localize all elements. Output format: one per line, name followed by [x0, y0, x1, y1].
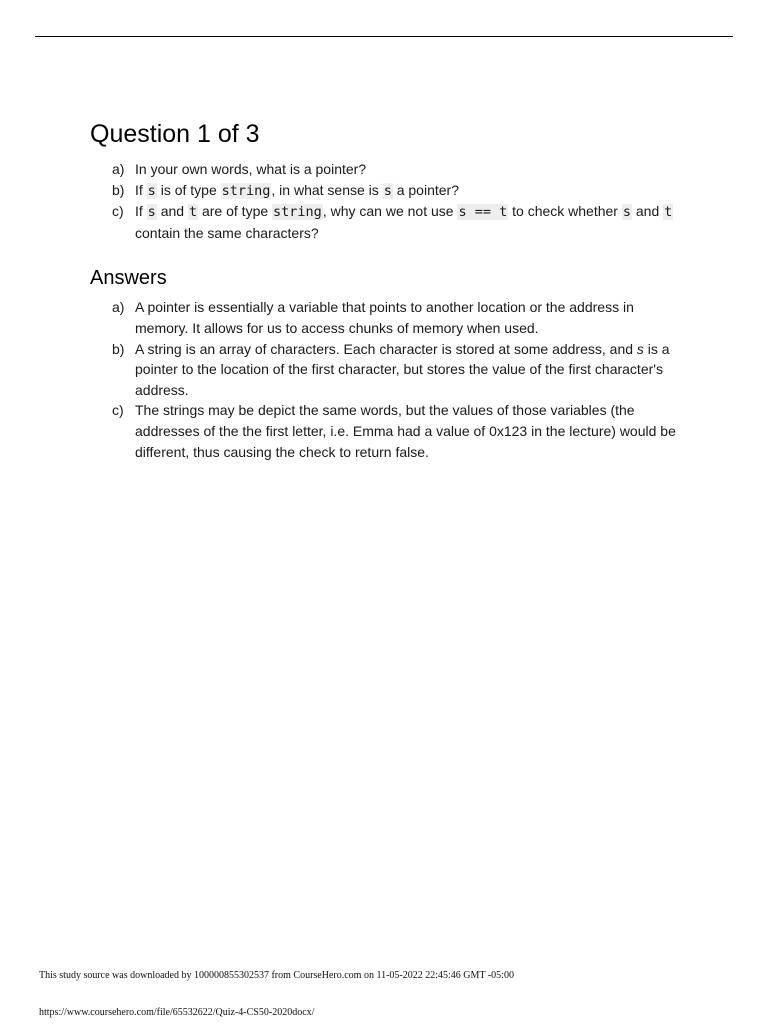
question-text: and [632, 203, 664, 220]
code-snippet: s [383, 182, 392, 199]
code-snippet: s == t [458, 204, 508, 221]
header-rule [35, 36, 733, 37]
italic-variable: s [636, 340, 644, 357]
code-snippet: s [147, 182, 156, 199]
answer-text: The strings may be depict the same words, but the values of those variables (the addresses of the the first letter, i.e. Emma had a value of 0x123 in the lecture) would be different, thus causing the check to return false. [135, 402, 676, 460]
question-item-b [90, 180, 680, 202]
list-marker: a) [112, 161, 125, 177]
question-text: In your own words, what is a pointer? [135, 161, 367, 177]
document-body [90, 118, 680, 462]
list-marker: c) [112, 402, 124, 419]
list-marker: a) [112, 299, 125, 316]
answer-item-a [90, 297, 680, 338]
question-item-c [90, 201, 680, 243]
question-list [90, 159, 680, 243]
question-text: , in what sense is [271, 181, 383, 198]
question-item-a [90, 159, 680, 180]
download-notice: This study source was downloaded by 100000855302537 from CourseHero.com on 11-05-2022 22:45:46 GMT -05:00 [39, 970, 514, 981]
question-text: a pointer? [392, 181, 459, 198]
answer-text: A pointer is essentially a variable that points to another location or the address in memory. It allows for us to access chunks of memory when used. [135, 299, 634, 336]
question-text: is of type [156, 181, 221, 198]
answer-item-c [90, 400, 680, 462]
list-marker: b) [112, 181, 125, 198]
code-snippet: string [273, 204, 322, 221]
code-snippet: t [664, 204, 673, 221]
question-title: Question 1 of 3 [90, 120, 260, 148]
question-text: , why can we not use [322, 203, 458, 220]
source-url: https://www.coursehero.com/file/65532622/Quiz-4-CS50-2020docx/ [39, 1007, 315, 1018]
answer-text: is a pointer to the location of the first character, but stores the value of the first character's address. [135, 340, 670, 398]
question-text: to check whether [508, 203, 622, 220]
code-snippet: s [622, 204, 631, 221]
code-snippet: t [188, 204, 198, 221]
answers-list [90, 297, 680, 462]
code-snippet: string [221, 182, 271, 199]
question-text: are of type [198, 203, 273, 220]
answer-item-b [90, 339, 680, 401]
list-marker: b) [112, 340, 125, 357]
question-text: If [135, 203, 147, 220]
code-snippet: s [147, 204, 156, 221]
answer-text: A string is an array of characters. Each character is stored at some address, and [135, 340, 637, 357]
question-text: If [135, 181, 147, 198]
list-marker: c) [112, 203, 124, 220]
question-text: and [156, 203, 188, 220]
answers-title: Answers [90, 267, 167, 290]
question-text: contain the same characters? [135, 224, 319, 241]
